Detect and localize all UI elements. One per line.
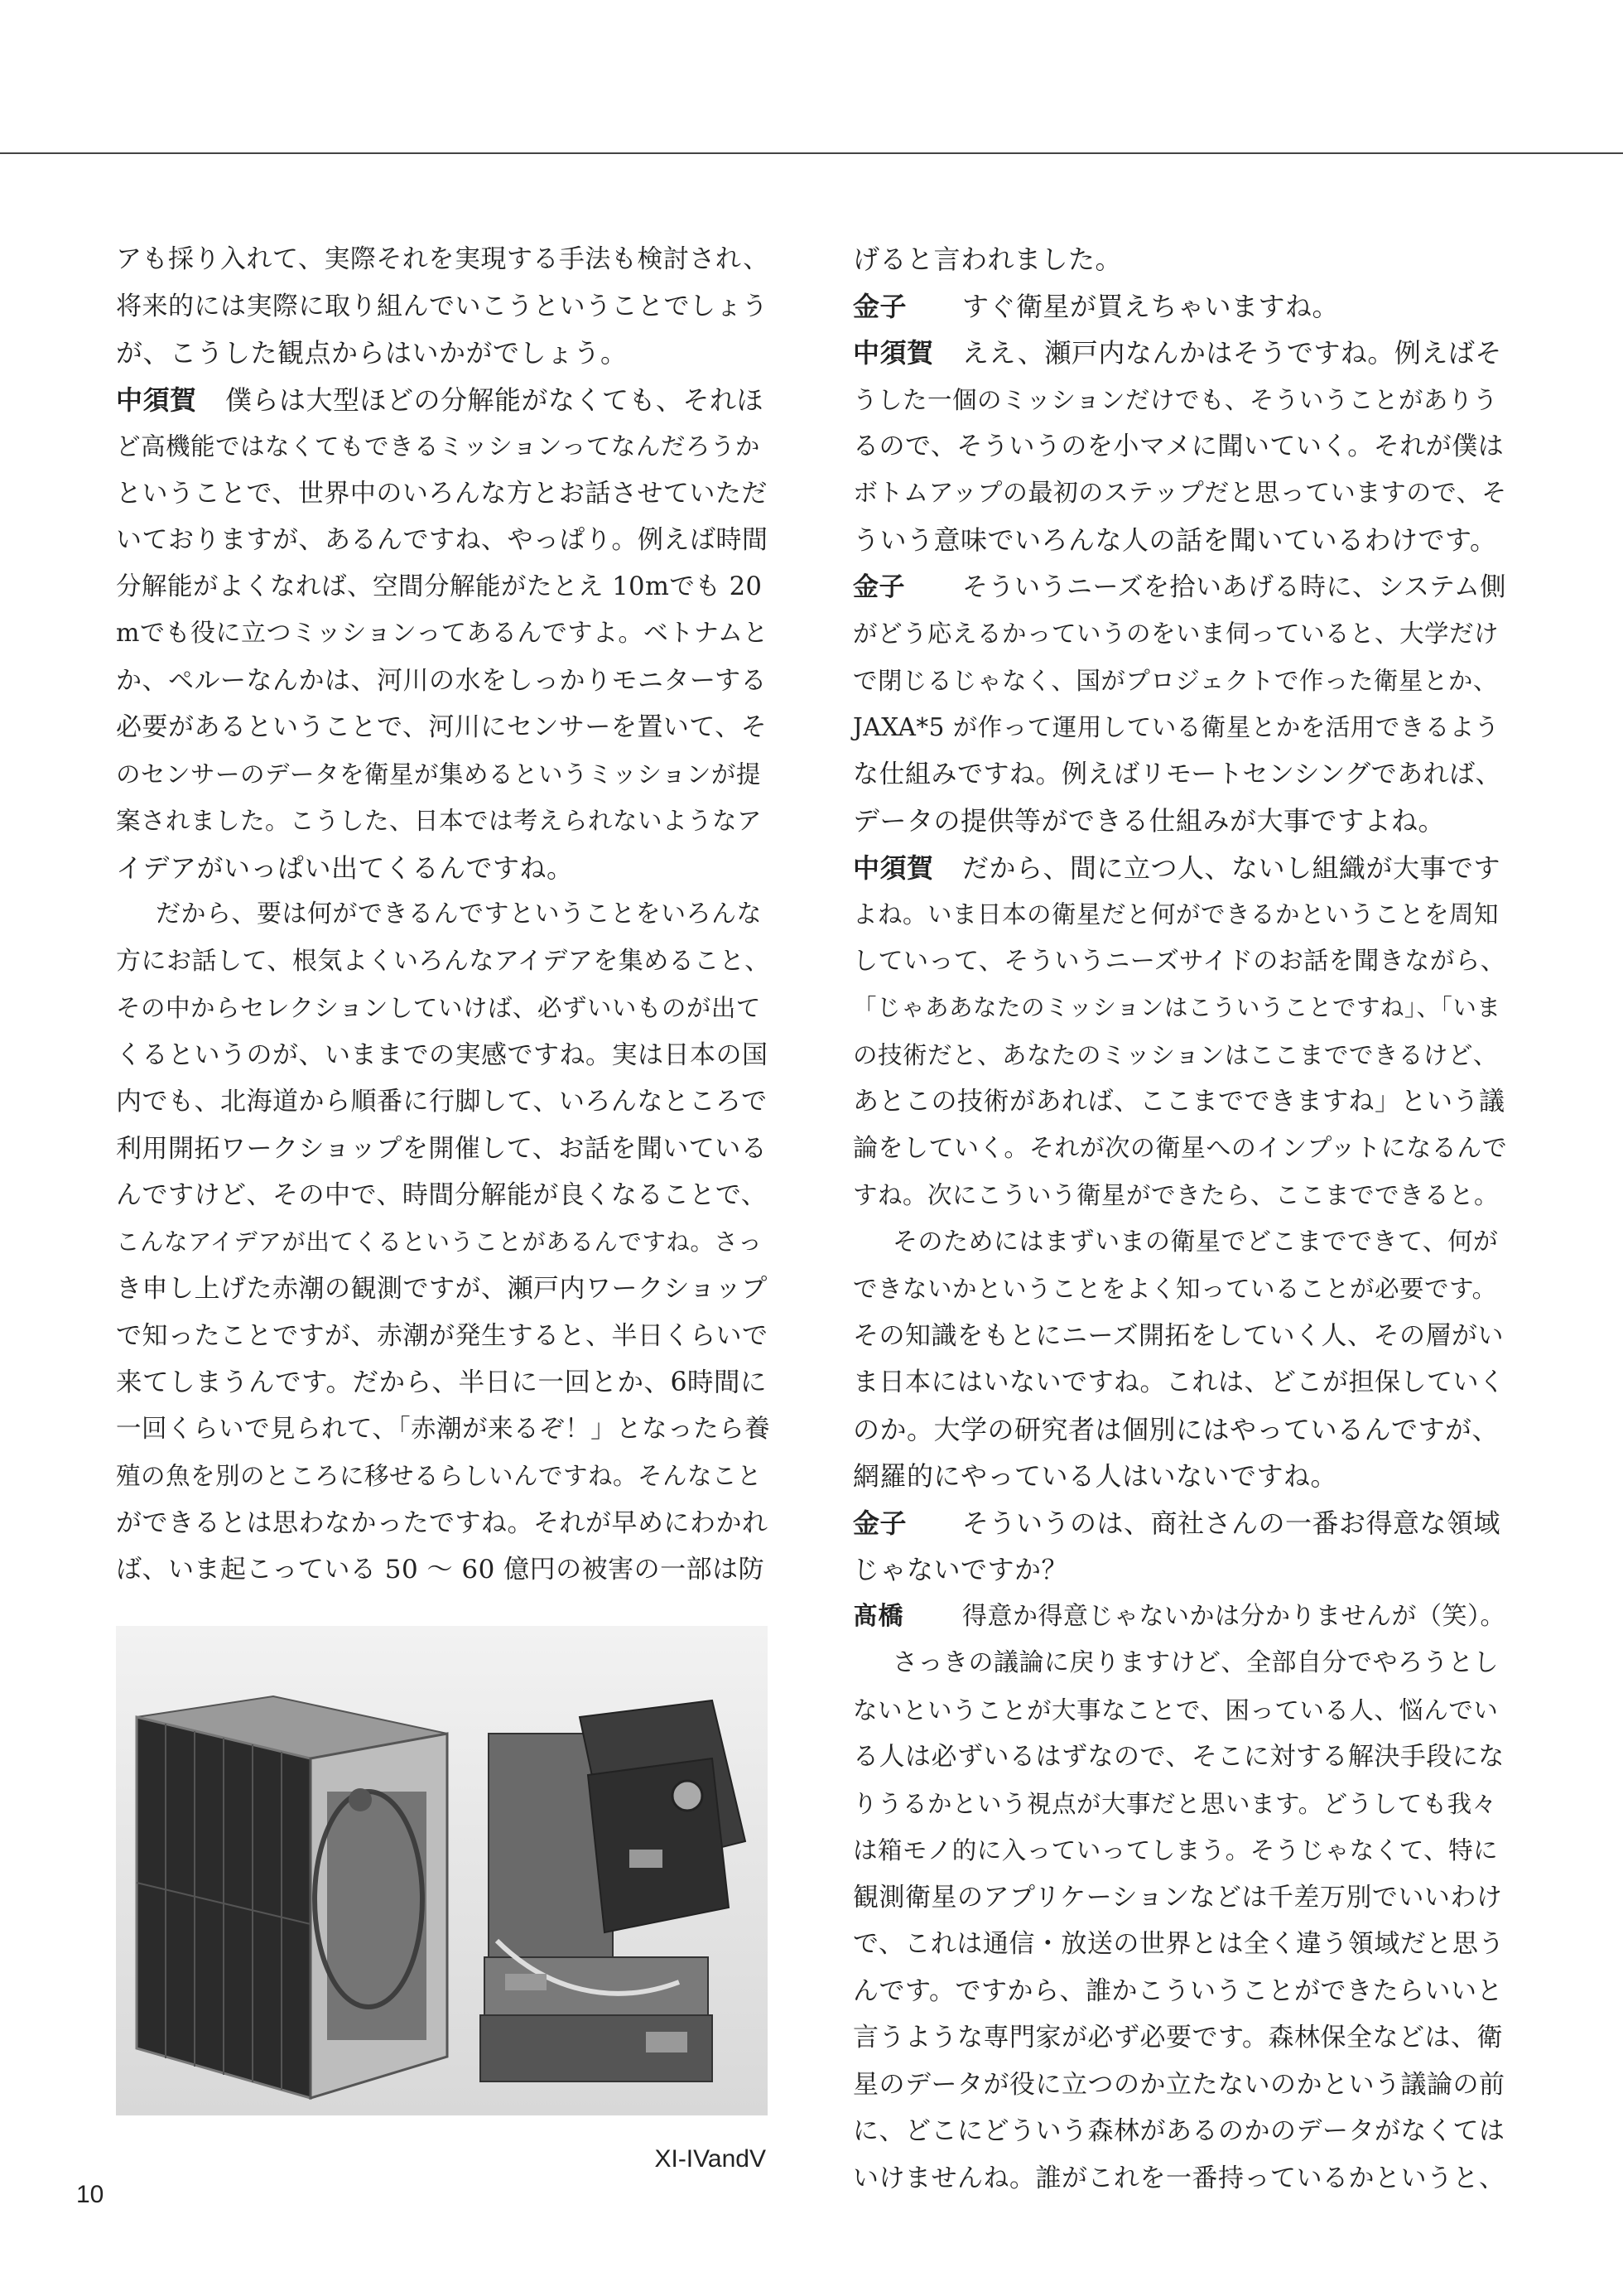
- body-text: 網羅的にやっている人はいないですね。: [853, 1460, 1338, 1492]
- text-line: [853, 283, 1507, 330]
- text-line: [853, 423, 1507, 470]
- speaker-name: 髙橋: [853, 1601, 903, 1631]
- body-text: その知識をもとにニーズ開拓をしていく人、その層がい: [853, 1320, 1504, 1351]
- text-line: [853, 1594, 1507, 1641]
- text-line: [853, 1921, 1507, 1968]
- text-line: [853, 1874, 1507, 1922]
- body-text: そういうニーズを拾いあげる時に、システム側: [962, 572, 1506, 602]
- text-line: [116, 891, 770, 938]
- body-text: すね。次にこういう衛星ができたら、ここまでできると。: [853, 1181, 1500, 1209]
- text-line: [853, 938, 1507, 986]
- body-text: 必要があるということで、河川にセンサーを置いて、そ: [116, 712, 768, 742]
- speaker-name: 金子: [853, 1507, 908, 1539]
- body-text: あとこの技術があれば、ここまでできますね」という議: [853, 1087, 1505, 1117]
- text-line: [853, 377, 1507, 424]
- text-line: [853, 470, 1507, 518]
- text-line: [853, 985, 1507, 1032]
- text-line: [853, 610, 1507, 658]
- body-text: ということで、世界中のいろんな方とお話させていただ: [116, 478, 768, 509]
- body-text: ええ、瀬戸内なんかはそうですね。例えばそ: [962, 337, 1502, 369]
- speaker-name: 金子: [853, 290, 908, 322]
- speaker-name: 中須賀: [116, 383, 197, 416]
- text-line: [116, 1032, 770, 1079]
- right-column: [853, 236, 1507, 2202]
- body-text: ま日本にはいないですね。これは、どこが担保していく: [853, 1367, 1505, 1397]
- text-line: [853, 1359, 1507, 1406]
- text-line: [116, 658, 770, 705]
- text-line: [116, 236, 770, 283]
- text-line: [853, 1126, 1507, 1173]
- body-text: だから、間に立つ人、ないし組織が大事です: [962, 851, 1501, 884]
- body-text: そういうのは、商社さんの一番お得意な領域: [962, 1507, 1501, 1539]
- body-text: 「じゃああなたのミッションはこういうことですね」、「いま: [853, 994, 1501, 1021]
- text-line: [116, 564, 770, 611]
- text-line: [853, 891, 1507, 938]
- text-line: [853, 1172, 1507, 1219]
- body-text: 観測衛星のアプリケーションなどは千差万別でいいわけ: [853, 1882, 1503, 1913]
- body-text: き申し上げた赤潮の観測ですが、瀬戸内ワークショップ: [116, 1274, 768, 1304]
- body-text: 内でも、北海道から順番に行脚して、いろんなところで: [116, 1087, 768, 1117]
- text-line: [853, 1453, 1507, 1500]
- body-text: 分解能がよくなれば、空間分解能がたとえ 10mでも 20: [116, 572, 763, 601]
- body-text: 案されました。こうした、日本では考えられないようなア: [116, 807, 763, 835]
- text-line: [116, 1078, 770, 1126]
- text-line: [116, 610, 770, 658]
- text-line: [853, 658, 1507, 705]
- body-text: が、こうした観点からはいかがでしょう。: [116, 337, 628, 369]
- text-line: [853, 236, 1507, 283]
- body-text: ば、いま起こっている 50 〜 60 億円の被害の一部は防: [116, 1555, 765, 1585]
- speaker-name: 中須賀: [853, 851, 934, 884]
- body-text: のか。大学の研究者は個別にはやっているんですが、: [853, 1413, 1500, 1445]
- body-text: る人は必ずいるはずなので、そこに対する解決手段にな: [853, 1742, 1505, 1772]
- body-text: イデアがいっぱい出てくるんですね。: [116, 851, 574, 884]
- text-line: [853, 517, 1507, 564]
- body-text: いておりますが、あるんですね、やっぱり。例えば時間: [116, 525, 768, 555]
- body-text: できないかということをよく知っていることが必要です。: [853, 1275, 1497, 1303]
- body-text: るので、そういうのを小マメに聞いていく。それが僕は: [853, 432, 1505, 461]
- text-line: [116, 1359, 770, 1406]
- text-line: [116, 798, 770, 845]
- body-text: じゃないですか？: [853, 1554, 1069, 1585]
- body-text: 方にお話して、根気よくいろんなアイデアを集めること、: [116, 946, 770, 976]
- body-text: さっきの議論に戻りますけど、全部自分でやろうとし: [893, 1648, 1499, 1677]
- text-line: [853, 330, 1507, 377]
- body-text: アも採り入れて、実際それを実現する手法も検討され、: [116, 244, 769, 274]
- text-line: [116, 751, 770, 798]
- body-text: そのためにはまずいまの衛星でどこまでできて、何が: [893, 1227, 1499, 1257]
- text-line: [116, 1219, 770, 1266]
- body-text: ないということが大事なことで、困っている人、悩んでい: [853, 1695, 1499, 1724]
- body-text: データの提供等ができる仕組みが大事ですよね。: [853, 805, 1446, 837]
- text-line: [853, 2155, 1507, 2202]
- text-line: [116, 470, 770, 518]
- body-text: りうるかという視点が大事だと思います。どうしても我々: [853, 1789, 1497, 1818]
- text-line: [853, 1500, 1507, 1547]
- body-text: 来てしまうんです。だから、半日に一回とか、6時間に: [116, 1367, 768, 1397]
- text-line: [116, 283, 770, 330]
- text-line: [853, 1687, 1507, 1734]
- text-line: [853, 2062, 1507, 2109]
- text-line: [853, 1734, 1507, 1781]
- body-text: で閉じるじゃなく、国がプロジェクトで作った衛星とか、: [853, 666, 1498, 695]
- text-line: [853, 1266, 1507, 1313]
- text-line: [853, 1781, 1507, 1828]
- body-text: よね。いま日本の衛星だと何ができるかということを周知: [853, 900, 1500, 929]
- body-text: JAXA*5 が作って運用している衛星とかを活用できるよう: [853, 713, 1500, 741]
- body-text: げると言われました。: [853, 244, 1123, 275]
- text-line: [116, 330, 770, 377]
- body-text: な仕組みですね。例えばリモートセンシングであれば、: [853, 759, 1502, 789]
- body-text: 言うような専門家が必ず必要です。森林保全などは、衛: [853, 2023, 1504, 2052]
- body-text: 僕らは大型ほどの分解能がなくても、それほ: [225, 383, 764, 416]
- body-text: 得意か得意じゃないかは分かりませんが（笑）。: [962, 1601, 1505, 1631]
- text-line: [853, 1546, 1507, 1594]
- text-line: [116, 985, 770, 1032]
- text-line: [116, 1453, 770, 1500]
- text-line: [853, 1219, 1507, 1266]
- body-text: か、ペルーなんかは、河川の水をしっかりモニターする: [116, 665, 767, 696]
- text-line: [853, 704, 1507, 751]
- speaker-name: 金子: [853, 572, 905, 602]
- body-text: んですけど、その中で、時間分解能が良くなることで、: [116, 1180, 768, 1210]
- body-text: していって、そういうニーズサイドのお話を聞きながら、: [853, 946, 1506, 976]
- text-line: [116, 1313, 770, 1360]
- text-line: [853, 751, 1507, 798]
- text-line: [853, 1313, 1507, 1360]
- cubesat-illustration: [116, 1626, 768, 2115]
- body-text: は箱モノ的に入っていってしまう。そうじゃなくて、特に: [853, 1836, 1499, 1864]
- body-text: 論をしていく。それが次の衛星へのインプットになるんで: [853, 1133, 1508, 1163]
- text-line: [853, 845, 1507, 892]
- text-line: [116, 1406, 770, 1454]
- body-text: その中からセレクションしていけば、必ずいいものが出て: [116, 994, 761, 1022]
- body-text: の技術だと、あなたのミッションはここまでできるけど、: [853, 1040, 1498, 1069]
- text-line: [853, 798, 1507, 845]
- speaker-name: 中須賀: [853, 337, 934, 369]
- text-line: [853, 1827, 1507, 1874]
- text-line: [116, 423, 770, 470]
- body-text: に、どこにどういう森林があるのかのデータがなくては: [853, 2116, 1505, 2146]
- body-text: で知ったことですが、赤潮が発生すると、半日くらいで: [116, 1320, 768, 1351]
- body-text: 一回くらいで見られて、「赤潮が来るぞ！」となったら養: [116, 1414, 771, 1444]
- body-text: 殖の魚を別のところに移せるらしいんですね。そんなこと: [116, 1462, 763, 1490]
- body-text: こんなアイデアが出てくるということがあるんですね。さっ: [116, 1228, 763, 1256]
- text-line: [116, 704, 770, 751]
- body-text: のセンサーのデータを衛星が集めるというミッションが提: [116, 760, 761, 789]
- text-line: [116, 377, 770, 424]
- text-line: [116, 517, 770, 564]
- left-column: [116, 236, 770, 1594]
- body-text: ういう意味でいろんな人の話を聞いているわけです。: [853, 524, 1497, 556]
- body-text: すぐ衛星が買えちゃいますね。: [962, 290, 1340, 322]
- body-text: だから、要は何ができるんですということをいろんな: [156, 900, 762, 929]
- text-line: [853, 1640, 1507, 1687]
- text-line: [116, 938, 770, 986]
- body-text: がどう応えるかっていうのをいま伺っていると、大学だけ: [853, 620, 1500, 648]
- text-line: [853, 2014, 1507, 2062]
- text-line: [853, 1032, 1507, 1079]
- text-line: [116, 845, 770, 892]
- text-line: [853, 1968, 1507, 2015]
- body-text: うした一個のミッションだけでも、そういうことがありう: [853, 385, 1498, 414]
- body-text: いけませんね。誰がこれを一番持っているかというと、: [853, 2163, 1505, 2193]
- body-text: で、これは通信・放送の世界とは全く違う領域だと思う: [853, 1929, 1505, 1959]
- body-text: 将来的には実際に取り組んでいこうということでしょう: [116, 291, 768, 321]
- page-number: 10: [76, 2181, 104, 2208]
- text-line: [116, 1172, 770, 1219]
- text-line: [116, 1500, 770, 1547]
- body-text: ど高機能ではなくてもできるミッションってなんだろうか: [116, 432, 760, 461]
- header-rule: [0, 152, 1623, 154]
- text-line: [116, 1266, 770, 1313]
- body-text: 星のデータが役に立つのか立たないのかという議論の前: [853, 2069, 1505, 2100]
- text-line: [853, 564, 1507, 611]
- text-line: [116, 1546, 770, 1594]
- body-text: ボトムアップの最初のステップだと思っていますので、そ: [853, 478, 1507, 508]
- body-text: ができるとは思わなかったですね。それが早めにわかれ: [116, 1507, 768, 1538]
- text-line: [853, 2108, 1507, 2155]
- body-text: mでも役に立つミッションってあるんですよ。ベトナムと: [116, 619, 768, 648]
- body-text: んです。ですから、誰かこういうことができたらいいと: [853, 1975, 1504, 2006]
- figure-caption: XI-IVandV: [654, 2145, 766, 2173]
- satellite-photo: [116, 1626, 768, 2115]
- text-line: [853, 1078, 1507, 1126]
- text-line: [116, 1126, 770, 1173]
- body-text: くるというのが、いままでの実感ですね。実は日本の国: [116, 1039, 768, 1070]
- body-text: 利用開拓ワークショップを開催して、お話を聞いている: [116, 1133, 768, 1164]
- text-line: [853, 1406, 1507, 1454]
